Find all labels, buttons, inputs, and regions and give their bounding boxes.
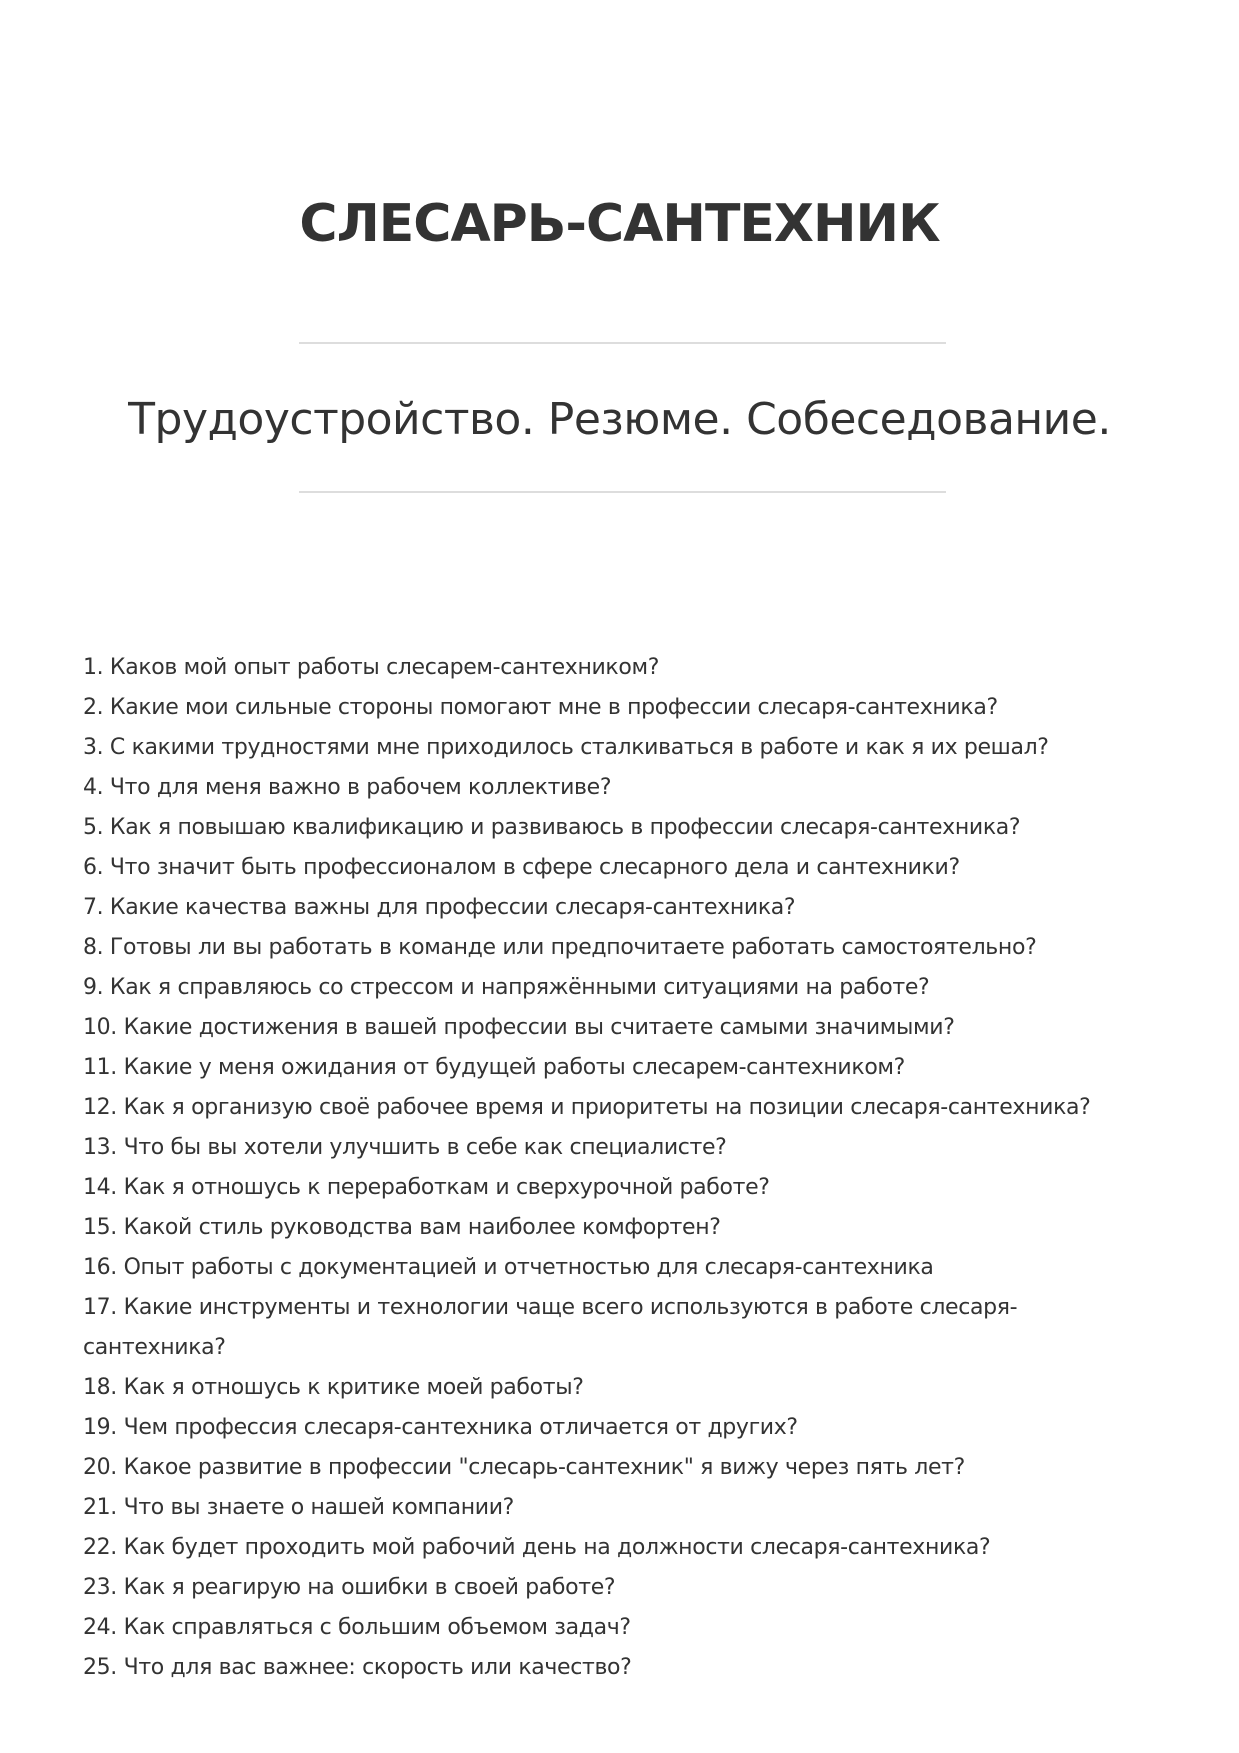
question-item: 12. Как я организую своё рабочее время и приоритеты на позиции слесаря-сантехника? — [83, 1095, 1091, 1120]
question-item: 14. Как я отношусь к переработкам и сверхурочной работе? — [83, 1175, 770, 1200]
divider-bottom — [299, 491, 946, 493]
question-item: 9. Как я справляюсь со стрессом и напряжёнными ситуациями на работе? — [83, 975, 930, 1000]
page-title: СЛЕСАРЬ-САНТЕХНИК — [299, 194, 940, 254]
question-item: 25. Что для вас важнее: скорость или качество? — [83, 1655, 632, 1680]
question-item: 5. Как я повышаю квалификацию и развиваюсь в профессии слесаря-сантехника? — [83, 815, 1021, 840]
question-item: 1. Каков мой опыт работы слесарем-сантехником? — [83, 655, 660, 680]
question-item: 11. Какие у меня ожидания от будущей работы слесарем-сантехником? — [83, 1055, 906, 1080]
question-list — [83, 648, 1153, 1688]
question-item: 18. Как я отношусь к критике моей работы? — [83, 1375, 584, 1400]
question-item: 7. Какие качества важны для профессии слесаря-сантехника? — [83, 895, 796, 920]
page-subtitle: Трудоустройство. Резюме. Собеседование. — [128, 394, 1111, 445]
question-item: 21. Что вы знаете о нашей компании? — [83, 1495, 514, 1520]
question-item: 13. Что бы вы хотели улучшить в себе как специалисте? — [83, 1135, 727, 1160]
question-item: 10. Какие достижения в вашей профессии вы считаете самыми значимыми? — [83, 1015, 955, 1040]
divider-top — [299, 342, 946, 344]
question-item: 19. Чем профессия слесаря-сантехника отличается от других? — [83, 1415, 798, 1440]
question-item: 20. Какое развитие в профессии "слесарь-сантехник" я вижу через пять лет? — [83, 1455, 965, 1480]
question-item: 24. Как справляться с большим объемом задач? — [83, 1615, 631, 1640]
question-item: 17. Какие инструменты и технологии чаще всего используются в работе слесаря-сантехника? — [83, 1295, 1018, 1360]
question-item: 3. С какими трудностями мне приходилось сталкиваться в работе и как я их решал? — [83, 735, 1049, 760]
question-item: 4. Что для меня важно в рабочем коллективе? — [83, 775, 612, 800]
question-item: 2. Какие мои сильные стороны помогают мне в профессии слесаря-сантехника? — [83, 695, 998, 720]
question-item: 23. Как я реагирую на ошибки в своей работе? — [83, 1575, 616, 1600]
question-item: 16. Опыт работы с документацией и отчетностью для слесаря-сантехника — [83, 1255, 934, 1280]
question-item: 8. Готовы ли вы работать в команде или предпочитаете работать самостоятельно? — [83, 935, 1037, 960]
question-item: 15. Какой стиль руководства вам наиболее комфортен? — [83, 1215, 721, 1240]
question-item: 22. Как будет проходить мой рабочий день на должности слесаря-сантехника? — [83, 1535, 991, 1560]
question-item: 6. Что значит быть профессионалом в сфере слесарного дела и сантехники? — [83, 855, 960, 880]
